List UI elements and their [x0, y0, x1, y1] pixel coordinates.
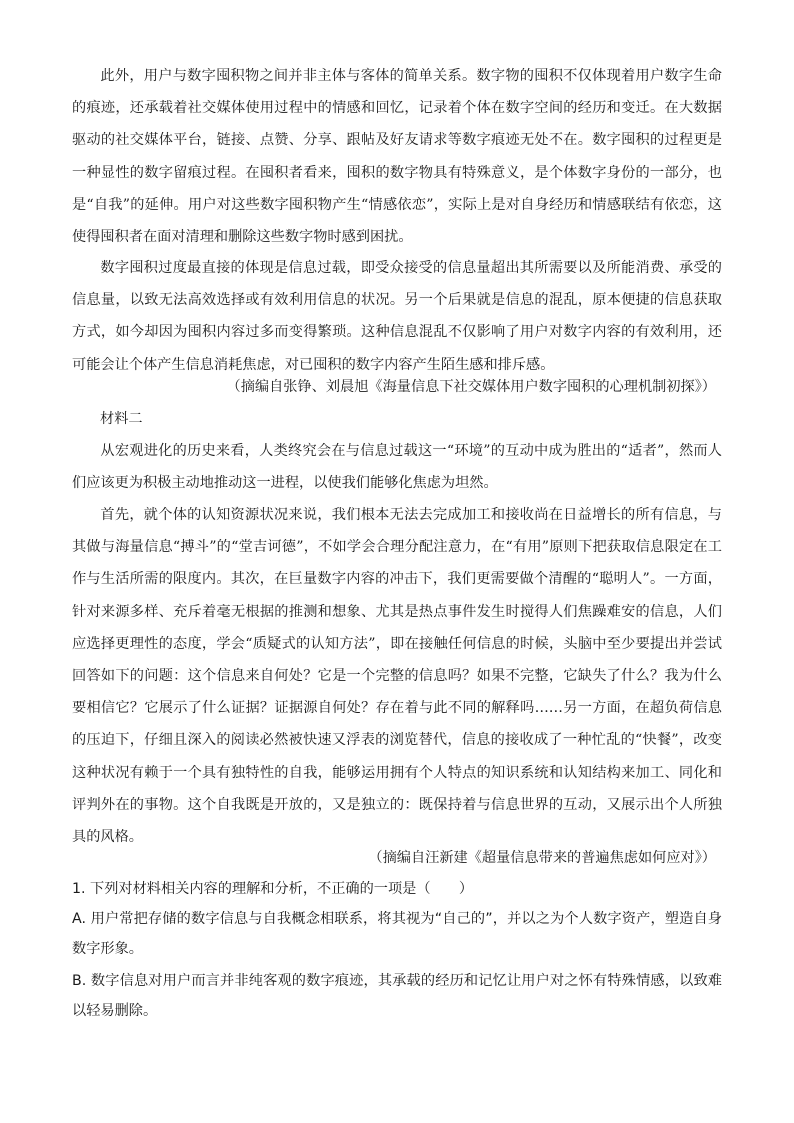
passage2-source: （摘编自汪新建《超量信息带来的普遍焦虑如何应对》）: [368, 850, 716, 866]
passage1-paragraph-1: 此外，用户与数字囤积物之间并非主体与客体的简单关系。数字物的囤积不仅体现着用户数字生命的痕迹，还承载着社交媒体使用过程中的情感和回忆，记录着个体在数字空间的经历和变迁。在大数据驱动的社交媒体平台，链接、点赞、分享、跟帖及好友请求等数字痕迹无处不在。数字囤积的过程更是一种显性的数字留痕过程。在囤积者看来，囤积的数字物具有特殊意义，是个体数字身份的一部分，也是“自我”的延伸。用户对这些数字囤积物产生“情感依恋”，实际上是对自身经历和情感联结有依恋，这使得囤积者在面对清理和删除这些数字物时感到困扰。: [72, 68, 722, 246]
question-option-a: A. 用户常把存储的数字信息与自我概念相联系，将其视为“自己的”，并以之为个人数字资产，塑造自身数字形象。: [72, 911, 722, 957]
question-option-b: B. 数字信息对用户而言并非纯客观的数字痕迹，其承载的经历和记忆让用户对之怀有特殊情感，以致难以轻易删除。: [72, 973, 722, 1019]
passage2-paragraph-2: 首先，就个体的认知资源状况来说，我们根本无法去完成加工和接收尚在日益增长的所有信息，与其做与海量信息“搏斗”的“堂吉诃德”，不如学会合理分配注意力，在“有用”原则下把获取信息限定在工作与生活所需的限度内。其次，在巨量数字内容的冲击下，我们更需要做个清醒的“聪明人”。一方面，针对来源多样、充斥着毫无根据的推测和想象、尤其是热点事件发生时搅得人们焦躁难安的信息，人们应选择更理性的态度，学会“质疑式的认知方法”，即在接触任何信息的时候，头脑中至少要提出并尝试回答如下的问题：这个信息来自何处？它是一个完整的信息吗？如果不完整，它缺失了什么？我为什么要相信它？它展示了什么证据？证据源自何处？存在着与此不同的解释吗……另一方面，在超负荷信息的压迫下，仔细且深入的阅读必然被快速又浮表的浏览替代，信息的接收成了一种忙乱的“快餐”，改变这种状况有赖于一个具有独特性的自我，能够运用拥有个人特点的知识系统和认知结构来加工、同化和评判外在的事物。这个自我既是开放的，又是独立的：既保持着与信息世界的互动，又展示出个人所独具的风格。: [72, 507, 722, 846]
passage1-paragraph-2: 数字囤积过度最直接的体现是信息过载，即受众接受的信息量超出其所需要以及所能消费、承受的信息量，以致无法高效选择或有效利用信息的状况。另一个后果就是信息的混乱，原本便捷的信息获取方式，如今却因为囤积内容过多而变得繁琐。这种信息混乱不仅影响了用户对数字内容的有效利用，还可能会让个体产生信息消耗焦虑，对已囤积的数字内容产生陌生感和排斥感。: [72, 260, 722, 373]
passage1-source: （摘编自张铮、刘晨旭《海量信息下社交媒体用户数字囤积的心理机制初探》）: [226, 379, 716, 395]
question-stem: 1. 下列对材料相关内容的理解和分析，不正确的一项是（ ）: [72, 881, 474, 897]
passage2-paragraph-1: 从宏观进化的历史来看，人类终究会在与信息过载这一“环境”的互动中成为胜出的“适者”，然而人们应该更为积极主动地推动这一进程，以使我们能够化焦虑为坦然。: [72, 443, 722, 492]
passage2-heading: 材料二: [100, 411, 143, 427]
